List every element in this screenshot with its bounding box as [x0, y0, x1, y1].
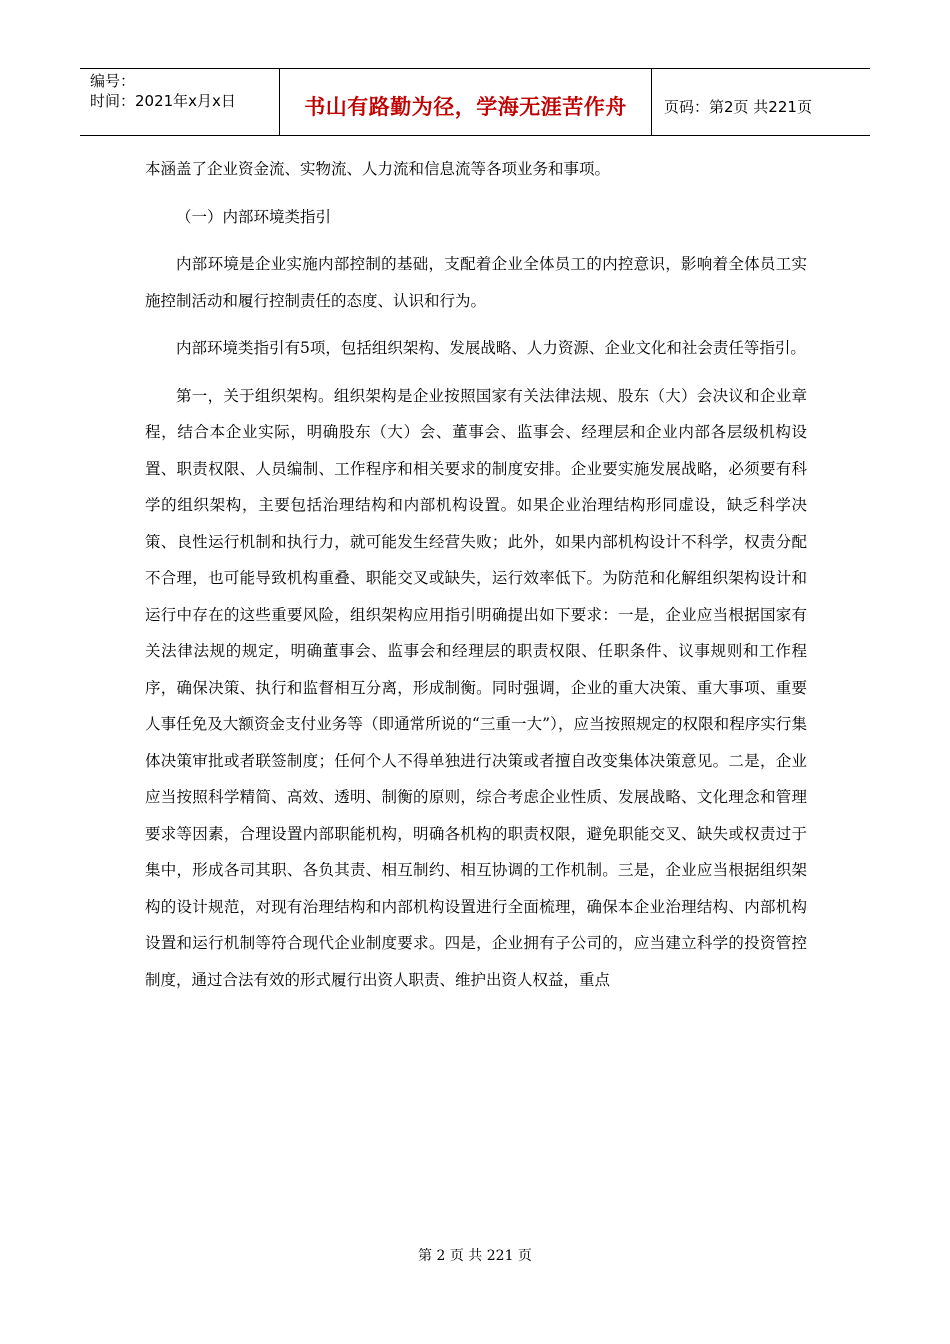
- paragraph: 第一，关于组织架构。组织架构是企业按照国家有关法律法规、股东（大）会决议和企业章程，结合本企业实际，明确股东（大）会、董事会、监事会、经理层和企业内部各层级机构设置、职责权限、人员编制、工作程序和相关要求的制度安排。企业要实施发展战略，必须要有科学的组织架构，主要包括治理结构和内部机构设置。如果企业治理结构形同虚设，缺乏科学决策、良性运行机制和执行力，就可能发生经营失败；此外，如果内部机构设计不科学，权责分配不合理，也可能导致机构重叠、职能交叉或缺失，运行效率低下。为防范和化解组织架构设计和运行中存在的这些重要风险，组织架构应用指引明确提出如下要求：一是，企业应当根据国家有关法律法规的规定，明确董事会、监事会和经理层的职责权限、任职条件、议事规则和工作程序，确保决策、执行和监督相互分离，形成制衡。同时强调，企业的重大决策、重大事项、重要人事任免及大额资金支付业务等（即通常所说的“三重一大”），应当按照规定的权限和程序实行集体决策审批或者联签制度；任何个人不得单独进行决策或者擅自改变集体决策意见。二是，企业应当按照科学精简、高效、透明、制衡的原则，综合考虑企业性质、发展战略、文化理念和管理要求等因素，合理设置内部职能机构，明确各机构的职责权限，避免职能交叉、缺失或权责过于集中，形成各司其职、各负其责、相互制约、相互协调的工作机制。三是，企业应当根据组织架构的设计规范，对现有治理结构和内部机构设置进行全面梳理，确保本企业治理结构、内部机构设置和运行机制等符合现代企业制度要求。四是，企业拥有子公司的，应当建立科学的投资管控制度，通过合法有效的形式履行出资人职责、维护出资人权益，重点: [145, 386, 807, 989]
- section-heading: （一）内部环境类指引: [176, 207, 332, 226]
- paragraph: 内部环境是企业实施内部控制的基础，支配着企业全体员工的内控意识，影响着全体员工实施控制活动和履行控制责任的态度、认识和行为。: [145, 255, 807, 310]
- paragraph-continued: 本涵盖了企业资金流、实物流、人力流和信息流等各项业务和事项。: [145, 160, 611, 178]
- header-meta: [80, 69, 280, 135]
- document-body: [145, 151, 807, 1009]
- header-motto: 书山有路勤为径，学海无涯苦作舟: [280, 69, 652, 135]
- document-date-label: 时间：2021年x月x日: [90, 92, 236, 110]
- document-number-label: 编号：: [90, 72, 136, 90]
- page-header: [80, 68, 870, 136]
- paragraph: 内部环境类指引有5项，包括组织架构、发展战略、人力资源、企业文化和社会责任等指引。: [176, 339, 806, 357]
- page-footer: 第 2 页 共 221 页: [418, 1248, 532, 1264]
- header-page-info: 页码：第2页 共221页: [664, 97, 812, 116]
